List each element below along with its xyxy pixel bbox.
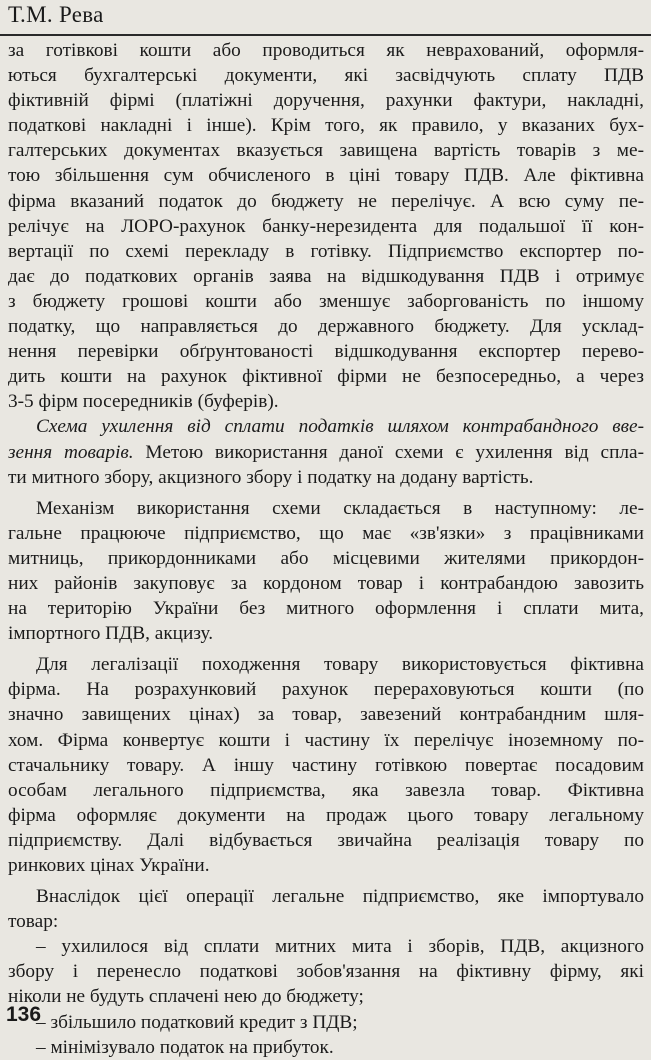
- text-line: Для легалізації походження товару використовується фіктивна: [36, 654, 644, 676]
- text-line: фіктивній фірмі (платіжні доручення, рахунки фактури, накладні,: [8, 90, 644, 112]
- text-line: імпортного ПДВ, акцизу.: [8, 623, 214, 645]
- text-line: дить кошти на рахунок фіктивної фірми не безпосередньо, а через: [8, 366, 644, 388]
- text-line: з бюджету грошові кошти або зменшує заборгованість по іншому: [8, 290, 644, 312]
- text-line: фірма вказаний податок до бюджету не перелічує. А всю суму пе-: [8, 190, 644, 212]
- text-line: ти митного збору, акцизного збору і податку на додану вартість.: [8, 466, 534, 488]
- text-line: ринкових цінах України.: [8, 855, 210, 876]
- text-line: Внаслідок цієї операції легальне підприємство, яке імпортувало: [36, 886, 644, 908]
- text-line: збору і перенесло податкові зобов'язання на фіктивну фірму, які: [8, 961, 644, 983]
- page-number: 136: [6, 1003, 42, 1026]
- body-text: [8, 38, 644, 1060]
- text-line: тою збільшення сум обчисленого в ціні товару ПДВ. Але фіктивна: [8, 165, 644, 187]
- text-line: Механізм використання схеми складається в наступному: ле-: [36, 497, 644, 519]
- text-line: податку, що направляється до державного бюджету. Для усклад-: [8, 316, 644, 338]
- text-line: підприємству. Далі відбувається звичайна реалізація товару по: [8, 829, 644, 851]
- text-line: 3-5 фірм посередників (буферів).: [8, 391, 279, 413]
- paragraph-4: [8, 652, 644, 878]
- header-rule: [0, 34, 651, 36]
- running-head: Т.М. Рева: [8, 2, 104, 27]
- text-line: вертації по схемі перекладу в готівку. Підприємство експортер по-: [8, 240, 644, 262]
- paragraph-2: [8, 414, 644, 489]
- text-line: нення перевірки обґрунтованості відшкодування експортер перево-: [8, 341, 644, 363]
- text-line: ються бухгалтерські документи, які засвідчують сплату ПДВ: [8, 65, 644, 87]
- list-item: – мінімізувало податок на прибуток.: [36, 1036, 334, 1058]
- text-line: товар:: [8, 911, 59, 933]
- list-item: – ухилилося від сплати митних мита і зборів, ПДВ, акцизного: [36, 936, 644, 958]
- scheme-title: Схема ухилення від сплати податків шляхом контрабандного вве-: [36, 416, 644, 438]
- text-line: галтерських документах вказується завищена вартість товарів з ме-: [8, 140, 644, 162]
- text-line: [8, 414, 644, 439]
- text-line: релічує на ЛОРО-рахунок банку-нерезидента для подальшої її кон-: [8, 215, 644, 237]
- text-line: дає до податкових органів заява на відшкодування ПДВ і отримує: [8, 265, 644, 287]
- text-line: значно завищених цінах) за товар, завезений контрабандним шля-: [8, 704, 644, 726]
- text-line: ніколи не будуть сплачені нею до бюджету;: [8, 986, 364, 1008]
- text-line: фірма оформляє документи на продаж цього товару легальному: [8, 804, 644, 826]
- list-item: – збільшило податковий кредит з ПДВ;: [36, 1011, 358, 1033]
- text-line: хом. Фірма конвертує кошти і частину їх перелічує іноземному по-: [8, 729, 644, 751]
- paragraph-5: [8, 884, 644, 1060]
- text-line: за готівкові кошти або проводиться як неврахований, оформля-: [8, 40, 644, 61]
- text-line: них районів закуповує за кордоном товар і контрабандою завозить: [8, 572, 644, 594]
- paragraph-1: [8, 38, 644, 414]
- text-line: фірма. На розрахунковий рахунок перераховуються кошти (по: [8, 679, 644, 701]
- text-line: гальне працююче підприємство, що має «зв'язки» з працівниками: [8, 522, 644, 544]
- text-line: стачальнику товару. А іншу частину готівкою повертає посадовим: [8, 754, 644, 776]
- paragraph-3: [8, 496, 644, 647]
- text-line: на територію України без митного оформлення і сплати мита,: [8, 598, 644, 620]
- text-line: особам легального підприємства, яка завезла товар. Фіктивна: [8, 779, 644, 801]
- text-line: [8, 440, 644, 465]
- scheme-title-end: зення товарів.: [8, 441, 134, 463]
- text-line: податкові накладні і інше). Крім того, як правило, у вказаних бух-: [8, 115, 644, 137]
- text-line: митниць, прикордонниками або місцевими жителями прикордон-: [8, 547, 644, 569]
- text-run: Метою використання даної схеми є ухилення від спла-: [133, 441, 644, 463]
